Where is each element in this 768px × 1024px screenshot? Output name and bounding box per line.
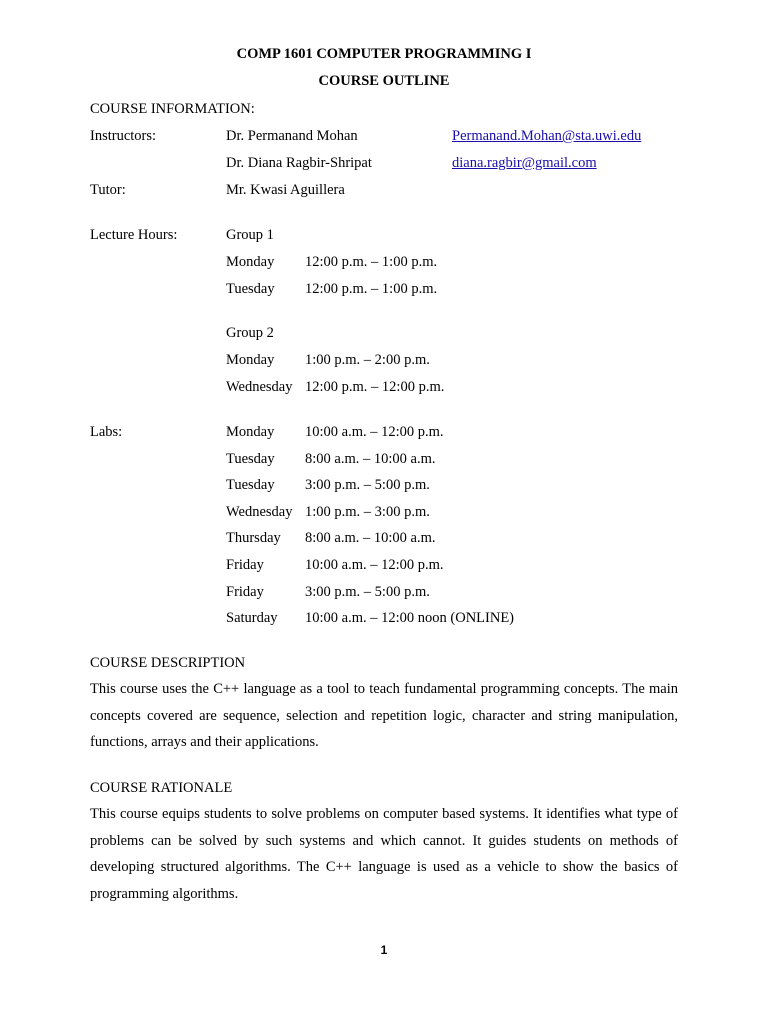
lab-time: 10:00 a.m. – 12:00 noon (ONLINE) [305, 610, 515, 626]
lab-day: Monday [226, 424, 275, 440]
document-subtitle: COURSE OUTLINE [318, 73, 450, 89]
lab-time: 10:00 a.m. – 12:00 p.m. [305, 557, 444, 573]
document-title: COMP 1601 COMPUTER PROGRAMMING I [236, 46, 532, 62]
page-number: 1 [380, 943, 388, 957]
group-name: Group 2 [226, 325, 274, 341]
lab-time: 10:00 a.m. – 12:00 p.m. [305, 424, 444, 440]
lecture-day: Monday [226, 254, 275, 270]
lab-time: 1:00 p.m. – 3:00 p.m. [305, 504, 430, 520]
lecture-day: Monday [226, 352, 275, 368]
course-info-heading: COURSE INFORMATION: [90, 101, 255, 117]
lab-day: Tuesday [226, 451, 275, 467]
lab-day: Friday [226, 557, 264, 573]
labs-label: Labs: [90, 424, 123, 440]
group-name: Group 1 [226, 227, 274, 243]
lab-time: 8:00 a.m. – 10:00 a.m. [305, 530, 436, 546]
lab-time: 3:00 p.m. – 5:00 p.m. [305, 477, 430, 493]
lecture-time: 12:00 p.m. – 1:00 p.m. [305, 254, 438, 270]
lecture-time: 12:00 p.m. – 12:00 p.m. [305, 379, 445, 395]
description-heading: COURSE DESCRIPTION [90, 655, 246, 671]
rationale-heading: COURSE RATIONALE [90, 780, 233, 796]
lab-day: Tuesday [226, 477, 275, 493]
lab-day: Friday [226, 584, 264, 600]
lecture-day: Tuesday [226, 281, 275, 297]
lecture-day: Wednesday [226, 379, 293, 395]
description-paragraph: This course uses the C++ language as a tool to teach fundamental programming concepts. The main concepts covered are sequence, selection and repetition logic, character and string manipulation, functions, arrays and their applications. [90, 681, 678, 751]
instructor-email-link[interactable]: diana.ragbir@gmail.com [452, 155, 597, 171]
lab-day: Thursday [226, 530, 281, 546]
tutor-name: Mr. Kwasi Aguillera [226, 182, 345, 198]
lecture-time: 12:00 p.m. – 1:00 p.m. [305, 281, 438, 297]
lab-day: Wednesday [226, 504, 293, 520]
lecture-hours-label: Lecture Hours: [90, 227, 178, 243]
instructor-email-link[interactable]: Permanand.Mohan@sta.uwi.edu [452, 128, 642, 144]
tutor-label: Tutor: [90, 182, 126, 198]
lab-day: Saturday [226, 610, 278, 626]
lab-time: 3:00 p.m. – 5:00 p.m. [305, 584, 430, 600]
instructor-name: Dr. Diana Ragbir-Shripat [226, 155, 372, 171]
lab-time: 8:00 a.m. – 10:00 a.m. [305, 451, 436, 467]
lecture-time: 1:00 p.m. – 2:00 p.m. [305, 352, 430, 368]
instructors-label: Instructors: [90, 128, 157, 144]
instructor-name: Dr. Permanand Mohan [226, 128, 358, 144]
rationale-paragraph: This course equips students to solve problems on computer based systems. It identifies what type of problems can be solved by such systems and which cannot. It guides students on methods of developing structured algorithms. The C++ language is used as a vehicle to show the basics of programming algorithms. [90, 806, 678, 902]
